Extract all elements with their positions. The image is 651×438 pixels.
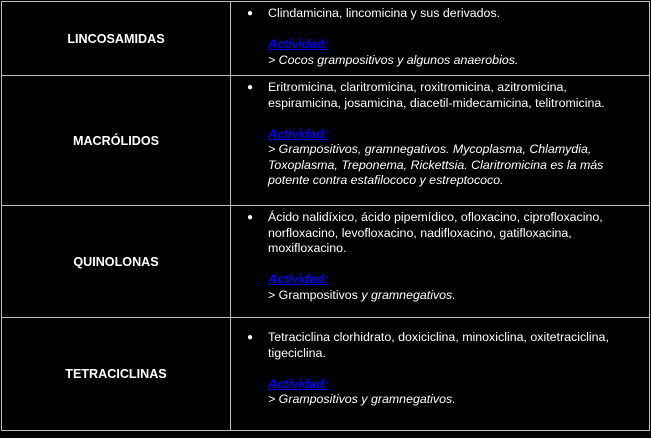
activity-text-part: > Grampositivos (268, 287, 358, 302)
description-cell (231, 318, 650, 431)
activity-label: Actividad (268, 37, 324, 51)
activity-label: Actividad (268, 376, 324, 391)
description-cell (231, 206, 650, 318)
bullet-icon: ● (247, 332, 254, 343)
drug-list: Tetraciclina clorhidrato, doxiciclina, minoxiclina, oxitetraciclina, tigeciclina. (268, 330, 609, 360)
drug-list: Eritromicina, claritromicina, roxitromicina, azitromicina, espiramicina, josamicina, diacetil-midecamicina, telitromicina. (268, 80, 605, 110)
bullet-item (247, 330, 641, 408)
table-row (2, 76, 650, 206)
table-row (2, 318, 650, 431)
activity-heading (268, 377, 641, 393)
activity-heading (268, 37, 641, 53)
activity-text-part: y gramnegativos. (357, 287, 456, 302)
class-name: QUINOLONAS (73, 254, 159, 269)
activity-label: Actividad (268, 126, 324, 141)
activity-text-part: > Grampositivos y gramnegativos. (268, 392, 456, 406)
activity-label: Actividad (268, 272, 324, 286)
activity-text: > Cocos grampositivos y algunos anaerobios. (268, 52, 519, 67)
table-row (2, 2, 650, 76)
description-cell (231, 2, 650, 76)
bullet-item (247, 210, 641, 303)
activity-heading (268, 272, 641, 288)
bullet-icon: ● (247, 82, 254, 93)
activity-colon: : (323, 126, 328, 141)
class-name-cell (2, 318, 231, 431)
activity-colon: : (323, 376, 328, 391)
activity-colon: : (323, 272, 328, 286)
bullet-icon: ● (247, 8, 254, 19)
activity-heading (268, 127, 641, 143)
bullet-item (247, 80, 641, 189)
activity-text (268, 392, 641, 408)
drug-list: Clindamicina, lincomicina y sus derivados. (268, 6, 501, 20)
description-cell (231, 76, 650, 206)
class-name: LINCOSAMIDAS (67, 31, 165, 46)
bullet-item (247, 6, 641, 68)
class-name-cell (2, 2, 231, 76)
class-name-cell (2, 76, 231, 206)
bullet-icon: ● (247, 212, 254, 223)
class-name-cell (2, 206, 231, 318)
activity-colon: : (323, 37, 328, 51)
drug-list: Ácido nalidíxico, ácido pipemídico, ofloxacino, ciprofloxacino, norfloxacino, levofloxacino, nadifloxacino, gatifloxacina, moxifloxacino. (268, 210, 603, 255)
activity-text: > Grampositivos, gramnegativos. Mycoplasma, Chlamydia, Toxoplasma, Treponema, Rickettsia. Claritromicina es la más potente contra estafilococo y estreptococo. (268, 142, 604, 187)
class-name: TETRACICLINAS (65, 367, 167, 381)
table-row (2, 206, 650, 318)
class-name: MACRÓLIDOS (72, 133, 160, 148)
antibiotics-table (1, 1, 650, 431)
activity-text (268, 288, 641, 304)
